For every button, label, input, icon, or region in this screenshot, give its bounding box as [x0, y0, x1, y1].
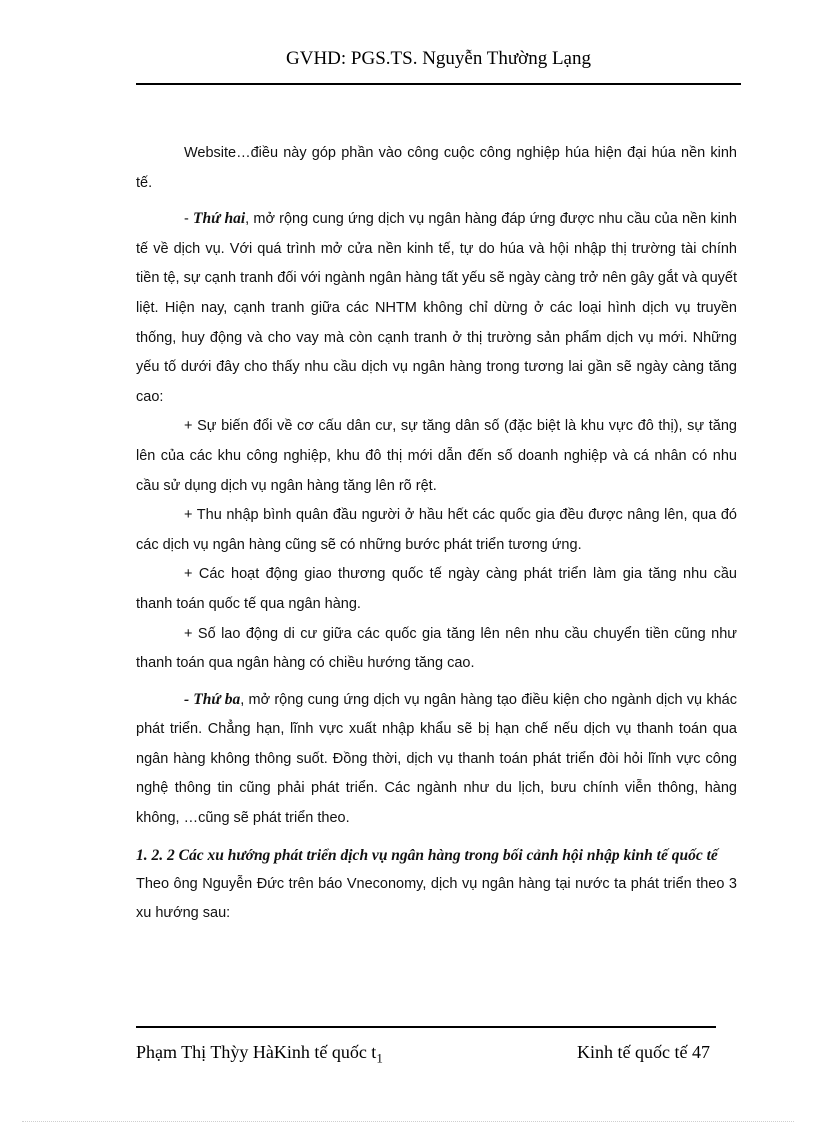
- paragraph-website: Website…điều này góp phần vào công cuộc công nghiệp húa hiện đại húa nền kinh tế.: [136, 145, 737, 191]
- page-header: GVHD: PGS.TS. Nguyễn Thường Lạng: [286, 48, 591, 69]
- bullet-dan-cu: + Sự biến đổi về cơ cấu dân cư, sự tăng dân số (đặc biệt là khu vực đô thị), sự tăng lên của các khu công nghiệp, khu đô thị mới dẫn đến số doanh nghiệp và cá nhân có nhu cầu sử dụng dịch vụ ngân hàng tăng lên rõ rệt.: [136, 418, 737, 494]
- page-footer: [136, 1042, 736, 1072]
- paragraph-thu-hai-text: , mở rộng cung ứng dịch vụ ngân hàng đáp ứng được nhu cầu của nền kinh tế về dịch vụ. Với quá trình mở cửa nền kinh tế, tự do húa và hội nhập thị trường tài chính tiền tệ, sự cạnh tranh đối với ngành ngân hàng tất yếu sẽ ngày càng trở nên gây gắt và quyết liệt. Hiện nay, cạnh tranh giữa các NHTM không chỉ dừng ở các loại hình dịch vụ truyền thống, huy động và cho vay mà còn cạnh tranh ở thị trường sản phẩm dịch vụ mới. Những yếu tố dưới đây cho thấy nhu cầu dịch vụ ngân hàng trong tương lai gần sẽ ngày càng tăng cao:: [136, 211, 737, 405]
- bullet-lao-dong: + Số lao động di cư giữa các quốc gia tăng lên nên nhu cầu chuyển tiền cũng như thanh toán qua ngân hàng có chiều hướng tăng cao.: [136, 625, 737, 672]
- document-body: [136, 139, 737, 929]
- paragraph-xu-huong: Theo ông Nguyễn Đức trên báo Vneconomy, dịch vụ ngân hàng tại nước ta phát triển theo 3 xu hướng sau:: [136, 875, 737, 922]
- footer-subscript: 1: [376, 1050, 383, 1066]
- bullet-thu-nhap: + Thu nhập bình quân đầu người ở hầu hết các quốc gia đều được nâng lên, qua đó các dịch vụ ngân hàng cũng sẽ có những bước phát triển tương ứng.: [136, 507, 737, 553]
- paragraph-thu-ba-text: , mở rộng cung ứng dịch vụ ngân hàng tạo điều kiện cho ngành dịch vụ khác phát triển. Chẳng hạn, lĩnh vực xuất nhập khẩu sẽ bị hạn chế nếu dịch vụ thanh toán qua ngân hàng không thông suốt. Đồng thời, dịch vụ thanh toán phát triển đòi hỏi lĩnh vực công nghệ thông tin cũng phải phát triển. Các ngành như du lịch, bưu chính viễn thông, hàng không, …cũng sẽ phát triển theo.: [136, 691, 737, 827]
- lead-thu-ba: - Thứ ba: [184, 690, 241, 708]
- footer-page-number: Kinh tế quốc tế 47: [577, 1042, 710, 1062]
- lead-thu-hai: Thứ hai: [193, 210, 246, 228]
- header-rule: [136, 83, 741, 85]
- footer-author: [136, 1042, 383, 1067]
- section-heading: 1. 2. 2 Các xu hướng phát triển dịch vụ ngân hàng trong bối cảnh hội nhập kinh tế quốc tế: [136, 846, 718, 864]
- footer-author-text: Phạm Thị Thỳy HàKinh tế quốc t: [136, 1042, 377, 1062]
- paragraph-thu-hai: [136, 204, 737, 412]
- footer-rule: [136, 1026, 716, 1028]
- bullet-giao-thuong: + Các hoạt động giao thương quốc tế ngày càng phát triển làm gia tăng nhu cầu thanh toán quốc tế qua ngân hàng.: [136, 566, 737, 612]
- paragraph-prefix: -: [184, 211, 194, 228]
- paragraph-thu-ba: [136, 685, 737, 834]
- page-bottom-dotted-line: [22, 1121, 794, 1122]
